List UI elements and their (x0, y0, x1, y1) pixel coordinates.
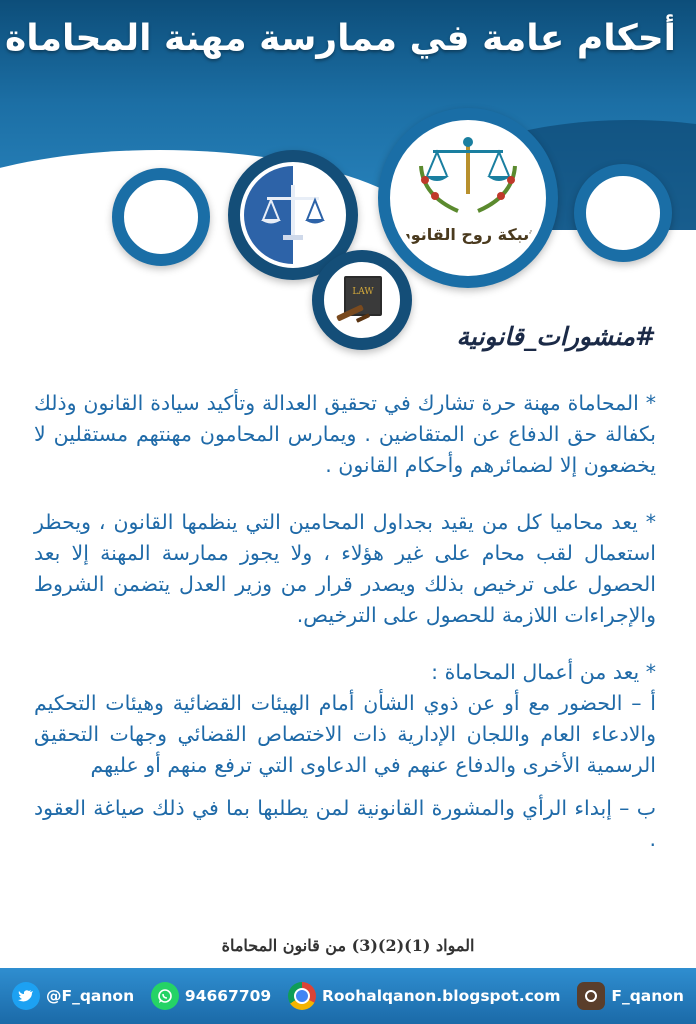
law-book (328, 266, 396, 334)
hashtag: #منشورات_قانونية (456, 322, 656, 351)
scale-icon (253, 175, 333, 255)
footer-website[interactable] (288, 982, 561, 1010)
main-logo (396, 126, 540, 270)
paragraph-3-item-b: ب – إبداء الرأي والمشورة القانونية لمن يطلبها بما في ذلك صياغة العقود . (34, 796, 656, 851)
ring-left (112, 168, 210, 266)
browser-icon (288, 982, 316, 1010)
paragraph-1: * المحاماة مهنة حرة تشارك في تحقيق العدالة وتأكيد سيادة القانون وذلك بكفالة حق الدفاع عن المتقاضين . ويمارس المحامون مهنتهم مستقلين لا يخضعون إلا لضمائرهم وأحكام القانون . (34, 391, 656, 477)
paragraph-3-heading: * يعد من أعمال المحاماة : (431, 660, 656, 684)
website-link: Roohalqanon.blogspot.com (321, 987, 561, 1005)
golden-scale-icon (413, 136, 523, 226)
logo-text: شبكة روح القانون (397, 225, 539, 244)
law-book-label: LAW (352, 287, 374, 297)
whatsapp-icon (151, 982, 179, 1010)
paragraph-3-item-a: أ – الحضور مع أو عن ذوي الشأن أمام الهيئات القضائية وهيئات التحكيم والادعاء العام واللجان الإدارية ذات الاختصاص القضائي وجهات التحقيق الرسمية الأخرى والدفاع عنهم في الدعاوى التي ترفع منهم أو عليهم (34, 691, 656, 777)
law-book-icon (332, 270, 392, 330)
article-body (34, 388, 656, 855)
footer-whatsapp[interactable] (151, 982, 271, 1010)
scale-emblem (244, 166, 342, 264)
instagram-handle: F_qanon (611, 987, 684, 1005)
footer-bar (0, 968, 696, 1024)
twitter-icon (12, 982, 40, 1010)
source-citation: المواد (1)(2)(3) من قانون المحاماة (221, 936, 475, 955)
page-title: أحكام عامة في ممارسة مهنة المحاماة (4, 18, 676, 59)
whatsapp-number: 94667709 (184, 987, 272, 1005)
twitter-handle: @F_qanon (46, 987, 135, 1005)
header-wave (0, 150, 440, 230)
ring-right (574, 164, 672, 262)
law-book-ring (312, 250, 412, 350)
footer-twitter[interactable] (12, 982, 134, 1010)
main-logo-ring (378, 108, 558, 288)
paragraph-2: * يعد محاميا كل من يقيد بجداول المحامين التي ينظمها القانون ، ويحظر استعمال لقب محام على غير هؤلاء ، ولا يجوز ممارسة المهنة إلا بعد الحصول على ترخيص بذلك ويصدر قرار من وزير العدل يتضمن الشروط والإجراءات اللازمة للحصول على الترخيص. (34, 510, 656, 627)
instagram-icon (577, 982, 605, 1010)
footer-instagram[interactable] (577, 982, 684, 1010)
